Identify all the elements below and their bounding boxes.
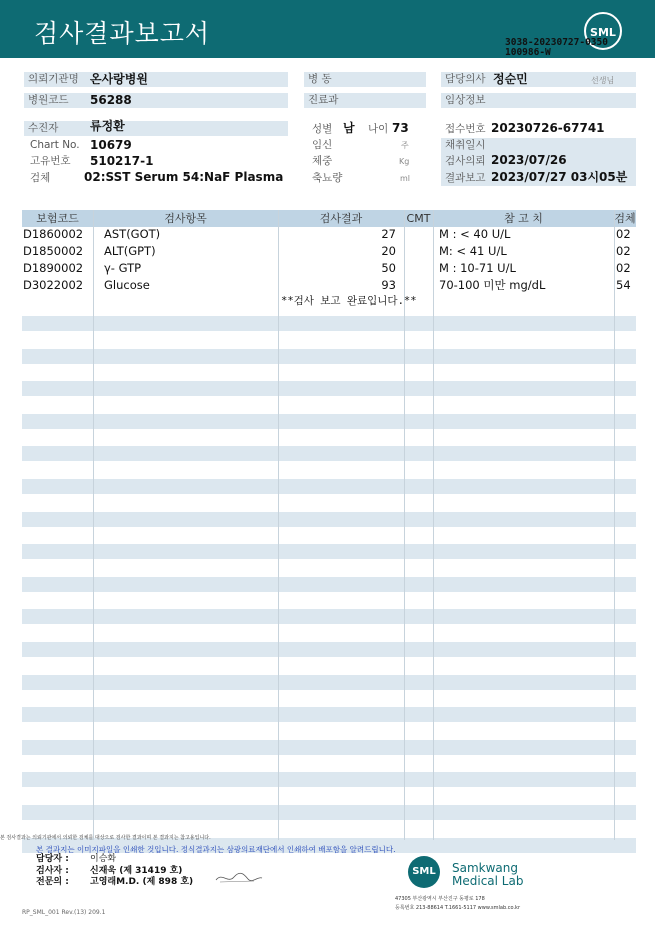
empty-table-row [22,512,636,527]
request-value: 2023/07/26 [491,153,567,167]
empty-table-row [22,446,636,461]
printout-notice: 본 결과지는 이미지파일을 인쇄한 것입니다. 정식결과지는 삼광의료재단에서 인쇄하여 배포함을 알려드립니다. [36,845,396,854]
row-result: 20 [381,244,396,258]
urine-unit: ml [400,174,411,183]
empty-table-row [22,479,636,494]
column-divider [433,210,434,840]
dept-label: 진료과 [304,93,426,108]
row-reference: 70-100 미만 mg/dL [439,278,546,292]
pregnancy-label: 임신 [312,139,333,151]
urine-label: 축뇨량 [312,172,343,184]
row-result: 93 [381,278,396,292]
row-result: 50 [381,261,396,275]
specimen-value: 02:SST Serum 54:NaF Plasma [84,170,284,184]
weight-label: 체중 [312,155,333,167]
hospital-label: 의뢰기관명 [24,72,288,87]
row-code: D3022002 [23,278,84,292]
row-code: D1860002 [23,227,84,241]
empty-table-row [22,740,636,755]
empty-table-row [22,707,636,722]
report-title: 검사결과보고서 [34,19,211,48]
receipt-value: 20230726-67741 [491,121,605,135]
ward-label: 병 동 [304,72,426,87]
report-time-value: 2023/07/27 03시05분 [491,170,628,184]
specimen-label: 검체 [30,172,51,184]
col-header-result: 검사결과 [319,212,363,225]
hospital-code-label: 병원코드 [24,93,288,108]
staff-name-manager: 이승화 [90,854,117,864]
collect-label: 채취일시 [445,139,486,151]
col-header-reference: 참 고 치 [504,212,543,225]
report-id [505,38,608,58]
samkwang-logo: SML [408,856,440,888]
doctor-suffix: 선생님 [591,76,615,85]
contact: 등록번호 213-88614 T.1661-5117 www.smlab.co.kr [395,905,520,911]
hospital-code-value: 56288 [90,93,132,107]
col-header-specimen: 검체 [614,212,636,225]
col-header-cmt: CMT [406,212,431,225]
row-item: Glucose [104,278,150,292]
report-id-line-2: 100986-W [505,47,551,58]
doctor-label: 담당의사 [441,72,636,87]
id-value: 510217-1 [90,154,154,168]
row-item: γ- GTP [104,261,142,275]
empty-table-row [22,577,636,592]
sml-logo: SML [584,12,622,50]
empty-table-row [22,805,636,820]
hospital-value: 온사랑병원 [90,72,148,86]
row-reference: M : 10-71 U/L [439,261,516,275]
row-code: D1890002 [23,261,84,275]
staff-name-tester: 신재욱 (제 31419 호) [90,866,183,876]
empty-table-row [22,544,636,559]
address: 47305 부산광역시 부산진구 동평로 178 [395,896,485,902]
brand-name-line-1: Samkwang [452,861,518,875]
end-of-report-note: **검사 보고 완료입니다.** [281,295,417,307]
brand-name-line-2: Medical Lab [452,874,524,888]
column-divider [93,210,94,840]
empty-table-row [22,414,636,429]
chart-label: Chart No. [30,139,80,151]
sex-value: 남 [343,121,355,135]
row-specimen: 02 [616,244,631,258]
doctor-value: 정순민 [493,72,528,86]
age-label: 나이 [368,123,389,135]
staff-name-specialist: 고영래M.D. (제 898 호) [90,877,194,887]
row-item: AST(GOT) [104,227,161,241]
receipt-label: 접수번호 [445,123,486,135]
empty-table-row [22,316,636,331]
empty-table-row [22,349,636,364]
empty-table-row [22,642,636,657]
staff-role-manager: 담당자 : [36,854,69,864]
row-code: D1850002 [23,244,84,258]
row-result: 27 [381,227,396,241]
row-specimen: 54 [616,278,631,292]
row-reference: M : < 40 U/L [439,227,511,241]
doc-code: RP_SML_001 Rev.(13) 209.1 [22,909,106,916]
fine-print: 본 검사결과는 의뢰기관에서 의뢰한 검체를 대상으로 검사한 결과이며 본 결과지는 참고용입니다. [0,835,211,841]
request-label: 검사의뢰 [445,155,486,167]
column-divider [278,210,279,840]
col-header-item: 검사항목 [164,212,207,225]
row-specimen: 02 [616,227,631,241]
clinical-label: 임상정보 [441,93,636,108]
weight-unit: Kg [399,157,410,166]
empty-table-row [22,675,636,690]
brand-name [452,862,523,888]
column-divider [614,210,615,840]
col-header-code: 보험코드 [36,212,79,225]
patient-value: 류정환 [90,119,125,133]
patient-label: 수진자 [24,121,288,136]
empty-table-row [22,381,636,396]
report-time-label: 결과보고 [445,172,486,184]
age-value: 73 [392,121,409,135]
id-label: 고유번호 [30,155,71,167]
row-specimen: 02 [616,261,631,275]
staff-role-tester: 검사자 : [36,866,69,876]
specialist-signature [214,868,264,886]
chart-value: 10679 [90,138,132,152]
row-item: ALT(GPT) [104,244,156,258]
pregnancy-unit: 주 [401,141,409,150]
report-id-line-1: 3038-20230727-0350 [505,37,608,48]
sex-label: 성별 [312,123,333,135]
empty-table-row [22,772,636,787]
row-reference: M: < 41 U/L [439,244,507,258]
empty-table-row [22,609,636,624]
staff-role-specialist: 전문의 : [36,877,69,887]
